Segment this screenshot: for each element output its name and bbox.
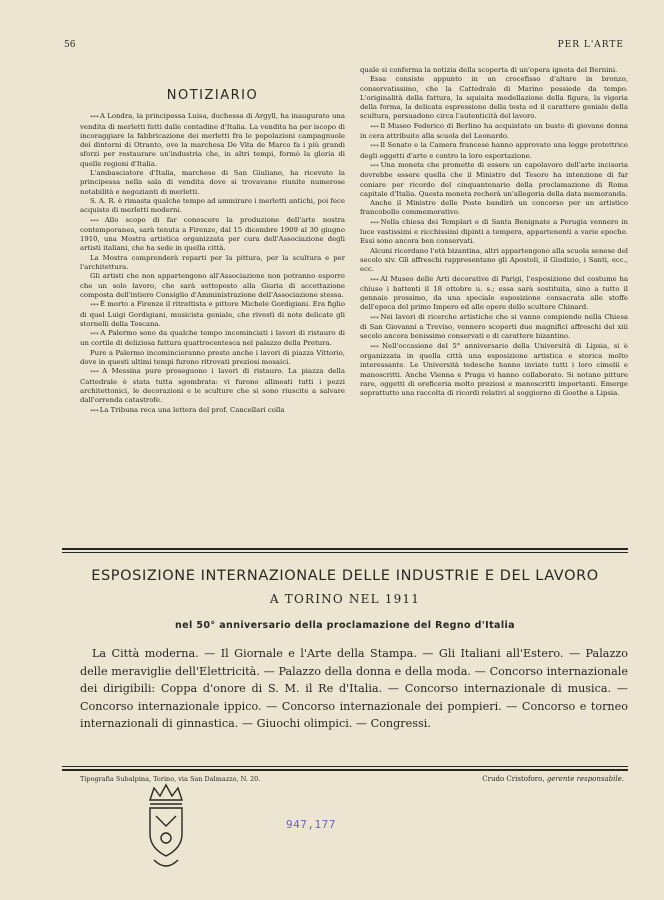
paragraph-text: A Messina pure proseguono i lavori di ristauro. La piazza della Cattedrale è stata tutta sgombrata: vi furono allineati tutti i pezzi architettonici, le decorazioni e le sculture che si sono riuscite a salvare dall'orrenda catastrofe. xyxy=(80,367,345,405)
asterism-icon: ∗∗∗ xyxy=(370,276,381,283)
exhibition-subtitle: A TORINO NEL 1911 xyxy=(269,592,421,606)
paragraph-text: Gli artisti che non appartengono all'Associazione non potranno esporre che un solo lavoro, che sarà sottoposto alla Giuria di accettazione composta dell'intiero Consiglio d'Amministrazione dell'Associazione stessa. xyxy=(80,272,345,299)
asterism-icon: ∗∗∗ xyxy=(90,407,100,414)
paragraph-text: Pure a Palermo incomincieranno presto anche i lavori di piazza Vittorio, dove in questi ultimi tempi furono ritrovati preziosi mosaici. xyxy=(80,348,345,367)
news-paragraph xyxy=(80,112,345,169)
paragraph-text: Al Museo delle Arti decorative di Parigi, l'esposizione del costume ha chiuso i battenti il 18 ottobre u. s.; essa sarà sostituita, sino a tutto il gennaio prossimo, da una speciale esposizione consacrata alle stoffe dell'epoca del primo Impero ed alle opere dello scultore Chinard. xyxy=(360,274,628,312)
asterism-icon: ∗∗∗ xyxy=(370,143,381,150)
asterism-icon: ∗∗∗ xyxy=(370,162,381,169)
printer-credit: Tipografia Subalpina, Torino, via San Dalmazzo, N. 20. xyxy=(80,775,261,783)
asterism-icon: ∗∗∗ xyxy=(370,123,381,130)
asterism-icon: ∗∗∗ xyxy=(90,302,100,309)
asterism-icon: ∗∗∗ xyxy=(90,369,103,376)
news-paragraph xyxy=(360,161,628,199)
paragraph-text: Nei lavori di ricerche artistiche che si vanno compiendo nella Chiesa di San Giovanni a Treviso, vennero scoperti due magnifici affreschi del xiii secolo ancora benissimo conservati e di carattere bizantino. xyxy=(360,312,628,341)
news-paragraph xyxy=(80,300,345,329)
editor-name: Crudo Cristoforo, xyxy=(482,775,545,783)
paragraph-text: Essa consiste appunto in un crocefisso d'altare in bronzo, conservatissimo, che la Cattedrale di Marino possiede da tempo. L'originalità della fattura, la squisita modellazione della figura, la vigoria della forma, la delicata espressione della testa ed il carattere geniale della scultura, persuadono circa l'autenticità del lavoro. xyxy=(360,75,628,121)
news-paragraph xyxy=(360,342,628,399)
news-paragraph xyxy=(360,66,628,75)
exhibition-program: La Città moderna. — Il Giornale e l'Arte della Stampa. — Gli Italiani all'Estero. — Palazzo delle meraviglie dell'Elettricità. — Palazzo della donna e della moda. — Concorso internazionale dei dirigibili: Coppa d'onore di S. M. il Re d'Italia. — Concorso internazionale di musica. — Concorso internazionale ippico. — Concorso internazionale dei pompieri. — Concorso e torneo internazionali di ginnastica. — Giuochi olimpici. — Congressi. xyxy=(80,647,628,730)
paragraph-text: A Londra, la principessa Luisa, duchessa di Argyll, ha inaugurato una vendita di merletti fatti dalle contadine d'Italia. La vendita ha per iscopo di incoraggiare la fabbricazione dei merletti fra le popolazioni campagnuole dei dintorni di Otranto, ove la marchesa De Vita de Marco fa i più grandi sforzi per restaurare un'industria che, in altri tempi, formò la gloria di quelle regioni d'Italia. xyxy=(80,112,345,168)
asterism-icon: ∗∗∗ xyxy=(90,217,105,224)
paragraph-text: La Mostra comprenderà reparti per la pittura, per la scultura e per l'architettura. xyxy=(80,253,345,272)
paragraph-text: È morto a Firenze il ritrattista e pittore Michele Gordigiani. Era figlio di quel Luigi Gordigiani, musicista geniale, che rivestì di note delicate gli stornelli della Toscana. xyxy=(80,300,345,328)
paragraph-text: A Palermo sono da qualche tempo incominciati i lavori di ristauro di un cortile di deliziosa fattura quattrocentesca nel palazzo della Pretura. xyxy=(80,329,345,348)
asterism-icon: ∗∗∗ xyxy=(370,343,383,350)
running-title: PER L'ARTE xyxy=(557,40,624,50)
paragraph-text: Il Senato e la Camera francese hanno approvato una legge protettrice degli oggetti d'arte e contro la loro esportazione. xyxy=(360,141,628,160)
paragraph-text: S. A. R. è rimasta qualche tempo ad ammirare i merletti antichi, poi fece acquisto di merletti moderni. xyxy=(80,196,345,215)
paragraph-text: Nella chiesa dei Templari e di Santa Benignate a Perugia vennero in luce vastissimi e ricchissimi dipinti a tempera, appartenenti a varie epoche. Essi sono ancora ben conservati. xyxy=(360,217,628,246)
news-paragraph xyxy=(360,199,628,218)
paragraph-text: Il Museo Federico di Berlino ha acquistato un busto di giovane donna in cera attribuito alla scuola del Leonardo. xyxy=(360,121,628,141)
asterism-icon: ∗∗∗ xyxy=(90,331,101,338)
editor-role: gerente responsabile. xyxy=(546,775,624,783)
news-paragraph xyxy=(360,313,628,342)
news-paragraph xyxy=(360,247,628,275)
news-paragraph xyxy=(360,122,628,142)
asterism-icon: ∗∗∗ xyxy=(370,314,381,321)
news-paragraph xyxy=(360,141,628,161)
asterism-icon: ∗∗∗ xyxy=(90,114,100,121)
news-paragraph xyxy=(80,254,345,273)
page-number: 56 xyxy=(64,40,76,50)
divider-rule xyxy=(62,552,628,553)
exhibition-tagline: nel 50° anniversario della proclamazione del Regno d'Italia xyxy=(174,620,515,631)
editor-credit xyxy=(482,775,624,783)
paragraph-text: Anche il Ministro delle Poste bandirà un concorso per un artistico francobollo commemorativo. xyxy=(360,199,628,217)
left-paragraphs xyxy=(80,112,345,416)
right-paragraphs xyxy=(360,66,628,398)
divider-rule xyxy=(62,769,628,771)
paragraph-text: Una moneta che promette di essere un capolavoro dell'arte incisoria dovrebbe essere quella che il Ministro del Tesoro ha intenzione di far coniare per ricordo del cinquantenario della proclamazione di Roma capitale d'Italia. Questa moneta recherà un'allegoria della data memoranda. xyxy=(360,160,628,198)
section-heading: NOTIZIARIO xyxy=(166,88,259,103)
news-paragraph xyxy=(80,349,345,368)
divider-rule xyxy=(62,766,628,767)
right-column xyxy=(360,66,628,398)
paragraph-text: Alcuni ricordano l'età bizantina, altri appartengono alla scuola senese del secolo xiv. Gli affreschi rappresentano gli Apostoli, il Giudizio, i Santi, ecc., ecc. xyxy=(360,246,628,274)
news-paragraph xyxy=(80,169,345,197)
paragraph-text: quale si conferma la notizia della scoperta di un'opera ignota del Bernini. xyxy=(360,66,618,74)
library-emblem-icon xyxy=(142,782,190,874)
asterism-icon: ∗∗∗ xyxy=(370,219,381,226)
news-paragraph xyxy=(80,406,345,416)
news-paragraph xyxy=(360,75,628,121)
news-paragraph xyxy=(80,272,345,300)
paragraph-text: Allo scopo di far conoscere la produzione dell'arte nostra contemporanea, sarà tenuta a Firenze, dal 15 dicembre 1909 al 30 giugno 1910, una Mostra artistica organizzata per cura dell'Associazione degli artisti italiani, che ha sede in quella città. xyxy=(80,215,345,253)
news-paragraph xyxy=(80,216,345,254)
paragraph-text: La Tribuna reca una lettera del prof. Cancellari colla xyxy=(99,405,285,414)
news-paragraph xyxy=(80,367,345,405)
left-column xyxy=(80,79,345,416)
paragraph-text: Nell'occasione del 5° anniversario della Università di Lipsia, si è organizzata in quella città una esposizione artistica e storica molto interessante. Le Università tedesche hanno inviato tutti i loro cimelii e manoscritti. Anche Vienna e Praga vi hanno collaborato. Si notano pitture rare, oggetti di oreficeria molto preziosi e manoscritti importanti. Emerge soprattutto una raccolta di ricordi relativi al soggiorno di Goethe a Lipsia. xyxy=(360,341,628,398)
news-paragraph xyxy=(360,275,628,313)
news-paragraph xyxy=(360,218,628,247)
accession-stamp: 947,177 xyxy=(286,818,336,831)
paragraph-text: L'ambasciatore d'Italia, marchese di San Giuliano, ha ricevuto la principessa nella sala di vendita dove si trovavano riunite numerose notabilità e negozianti di merletti. xyxy=(80,169,345,196)
divider-rule xyxy=(62,548,628,550)
news-paragraph xyxy=(80,329,345,349)
news-paragraph xyxy=(80,197,345,216)
exhibition-title: ESPOSIZIONE INTERNAZIONALE DELLE INDUSTRIE E DEL LAVORO xyxy=(91,568,599,584)
